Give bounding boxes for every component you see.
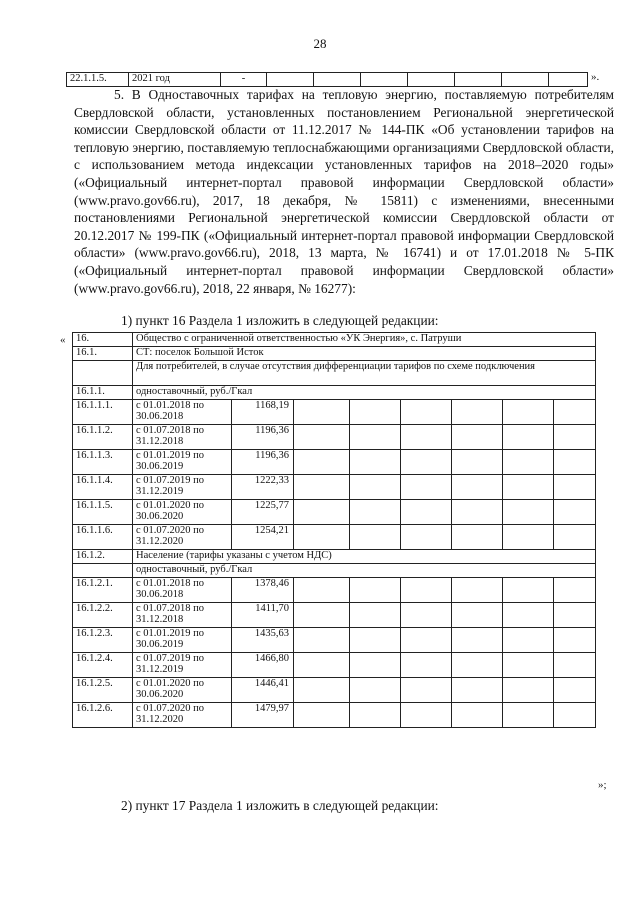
empty-cell — [350, 628, 401, 653]
row-value: 1479,97 — [232, 703, 294, 728]
empty-cell — [452, 450, 503, 475]
row-period: 2021 год — [129, 73, 221, 87]
row-value: 1446,41 — [232, 678, 294, 703]
closing-quote: ». — [591, 71, 600, 83]
tariff-row — [73, 500, 596, 525]
empty-cell — [350, 400, 401, 425]
empty-cell — [294, 525, 350, 550]
empty-cell — [554, 450, 596, 475]
row-number: 16.1.2.1. — [73, 578, 133, 603]
closing-quote: »; — [598, 779, 607, 791]
tariff-row — [73, 703, 596, 728]
empty-cell — [554, 525, 596, 550]
system-number: 16.1. — [73, 347, 133, 361]
row-period: с 01.07.2018 по 31.12.2018 — [133, 603, 232, 628]
empty-cell — [554, 400, 596, 425]
tariff-table — [72, 332, 596, 728]
row-value: 1196,36 — [232, 450, 294, 475]
row-period: с 01.01.2019 по 30.06.2019 — [133, 628, 232, 653]
row-period: с 01.01.2018 по 30.06.2018 — [133, 400, 232, 425]
table-row — [67, 73, 588, 87]
tariff-row — [73, 653, 596, 678]
empty-cell — [554, 703, 596, 728]
empty-cell — [350, 653, 401, 678]
empty-cell — [554, 628, 596, 653]
row-number: 16.1.1.4. — [73, 475, 133, 500]
empty-cell — [294, 500, 350, 525]
empty-cell — [452, 628, 503, 653]
empty-cell — [554, 578, 596, 603]
page-number: 28 — [313, 36, 327, 51]
group-2-sub-label: одноставочный, руб./Гкал — [133, 564, 596, 578]
empty-cell — [350, 603, 401, 628]
empty-cell — [452, 475, 503, 500]
empty-cell — [73, 361, 133, 386]
empty-cell — [452, 425, 503, 450]
group-2-label: Население (тарифы указаны с учетом НДС) — [133, 550, 596, 564]
opening-quote: « — [60, 334, 66, 346]
item-1-heading: 1) пункт 16 Раздела 1 изложить в следующей редакции: — [121, 313, 439, 328]
empty-cell — [452, 603, 503, 628]
empty-cell — [294, 578, 350, 603]
empty-cell — [452, 678, 503, 703]
empty-cell — [401, 475, 452, 500]
row-number: 22.1.1.5. — [67, 73, 129, 87]
group-2-sub-row — [73, 564, 596, 578]
row-period: с 01.07.2019 по 31.12.2019 — [133, 653, 232, 678]
empty-cell — [503, 475, 554, 500]
row-period: с 01.07.2020 по 31.12.2020 — [133, 525, 232, 550]
row-number: 16.1.2.6. — [73, 703, 133, 728]
empty-cell — [350, 475, 401, 500]
empty-cell — [452, 525, 503, 550]
row-value: 1254,21 — [232, 525, 294, 550]
row-value: 1222,33 — [232, 475, 294, 500]
row-number: 16.1.1.5. — [73, 500, 133, 525]
empty-cell — [503, 450, 554, 475]
empty-cell — [554, 475, 596, 500]
empty-cell — [503, 400, 554, 425]
tariff-row — [73, 425, 596, 450]
empty-cell — [361, 73, 408, 87]
row-number: 16.1.1.6. — [73, 525, 133, 550]
group-2-row — [73, 550, 596, 564]
empty-cell — [502, 73, 549, 87]
paragraph-5: 5. В Одноставочных тарифах на тепловую энергию, поставляемую потребителям Свердловской области, установленных постановлением Региональной энергетической комиссии Свердловской области от 11.12.2017 № 144-ПК «Об установлении тарифов на тепловую энергию, поставляемую теплоснабжающими организациями Свердловской области, с использованием метода индексации установленных тарифов на 2018–2020 годы» («Официальный интернет-портал правовой информации Свердловской области» (www.pravo.gov66.ru), 2017, 18 декабря, № 15811) с изменениями, внесенными постановлениями Региональной энергетической комиссии Свердловской области от 20.12.2017 № 199-ПК («Официальный интернет-портал правовой информации Свердловской области» (www.pravo.gov66.ru), 2018, 13 марта, № 16741) и от 17.01.2018 № 5-ПК («Официальный интернет-портал правовой информации Свердловской области» (www.pravo.gov66.ru), 2018, 22 января, № 16277): — [74, 87, 614, 296]
consumers-row — [73, 361, 596, 386]
empty-cell — [294, 678, 350, 703]
consumers-label: Для потребителей, в случае отсутствия дифференциации тарифов по схеме подключения — [133, 361, 596, 386]
row-number: 16.1.2.4. — [73, 653, 133, 678]
empty-cell — [350, 578, 401, 603]
empty-cell — [455, 73, 502, 87]
row-period: с 01.07.2018 по 31.12.2018 — [133, 425, 232, 450]
system-name: СТ: поселок Большой Исток — [133, 347, 596, 361]
empty-cell — [452, 400, 503, 425]
item-2-heading: 2) пункт 17 Раздела 1 изложить в следующей редакции: — [121, 798, 439, 813]
empty-cell — [350, 425, 401, 450]
row-value: - — [221, 73, 267, 87]
empty-cell — [503, 628, 554, 653]
tariff-row — [73, 628, 596, 653]
empty-cell — [401, 400, 452, 425]
empty-cell — [554, 653, 596, 678]
empty-cell — [401, 500, 452, 525]
empty-cell — [503, 500, 554, 525]
row-period: с 01.07.2019 по 31.12.2019 — [133, 475, 232, 500]
empty-cell — [408, 73, 455, 87]
tariff-row — [73, 400, 596, 425]
row-number: 16.1.2.3. — [73, 628, 133, 653]
empty-cell — [452, 500, 503, 525]
empty-cell — [294, 603, 350, 628]
empty-cell — [503, 678, 554, 703]
row-value: 1411,70 — [232, 603, 294, 628]
empty-cell — [503, 603, 554, 628]
row-period: с 01.01.2019 по 30.06.2019 — [133, 450, 232, 475]
empty-cell — [554, 678, 596, 703]
row-value: 1435,63 — [232, 628, 294, 653]
empty-cell — [294, 400, 350, 425]
tariff-row — [73, 475, 596, 500]
empty-cell — [452, 578, 503, 603]
empty-cell — [267, 73, 314, 87]
empty-cell — [294, 703, 350, 728]
empty-cell — [554, 425, 596, 450]
empty-cell — [294, 450, 350, 475]
row-number: 16.1.2.2. — [73, 603, 133, 628]
empty-cell — [554, 500, 596, 525]
row-value: 1378,46 — [232, 578, 294, 603]
empty-cell — [401, 525, 452, 550]
empty-cell — [503, 425, 554, 450]
empty-cell — [401, 603, 452, 628]
row-period: с 01.01.2020 по 30.06.2020 — [133, 500, 232, 525]
tariff-row — [73, 578, 596, 603]
empty-cell — [350, 678, 401, 703]
empty-cell — [294, 475, 350, 500]
empty-cell — [503, 578, 554, 603]
org-name: Общество с ограниченной ответственностью «УК Энергия», с. Патруши — [133, 333, 596, 347]
org-row — [73, 333, 596, 347]
empty-cell — [350, 703, 401, 728]
row-number: 16.1.1.1. — [73, 400, 133, 425]
row-value: 1196,36 — [232, 425, 294, 450]
tariff-row — [73, 525, 596, 550]
row-period: с 01.01.2020 по 30.06.2020 — [133, 678, 232, 703]
empty-cell — [503, 653, 554, 678]
group-1-row — [73, 386, 596, 400]
empty-cell — [549, 73, 588, 87]
empty-cell — [401, 450, 452, 475]
row-value: 1168,19 — [232, 400, 294, 425]
empty-cell — [401, 678, 452, 703]
empty-cell — [314, 73, 361, 87]
empty-cell — [401, 653, 452, 678]
empty-cell — [401, 578, 452, 603]
system-row — [73, 347, 596, 361]
empty-cell — [554, 603, 596, 628]
group-1-label: одноставочный, руб./Гкал — [133, 386, 596, 400]
empty-cell — [294, 425, 350, 450]
row-value: 1466,80 — [232, 653, 294, 678]
org-number: 16. — [73, 333, 133, 347]
empty-cell — [401, 703, 452, 728]
row-value: 1225,77 — [232, 500, 294, 525]
empty-cell — [73, 564, 133, 578]
empty-cell — [350, 525, 401, 550]
empty-cell — [401, 425, 452, 450]
row-number: 16.1.2.5. — [73, 678, 133, 703]
empty-cell — [350, 500, 401, 525]
empty-cell — [503, 703, 554, 728]
continuation-table — [66, 72, 588, 87]
empty-cell — [452, 653, 503, 678]
tariff-row — [73, 678, 596, 703]
group-1-number: 16.1.1. — [73, 386, 133, 400]
empty-cell — [401, 628, 452, 653]
empty-cell — [294, 653, 350, 678]
tariff-row — [73, 603, 596, 628]
row-period: с 01.07.2020 по 31.12.2020 — [133, 703, 232, 728]
empty-cell — [350, 450, 401, 475]
group-2-number: 16.1.2. — [73, 550, 133, 564]
empty-cell — [294, 628, 350, 653]
row-number: 16.1.1.2. — [73, 425, 133, 450]
tariff-row — [73, 450, 596, 475]
row-period: с 01.01.2018 по 30.06.2018 — [133, 578, 232, 603]
empty-cell — [503, 525, 554, 550]
empty-cell — [452, 703, 503, 728]
row-number: 16.1.1.3. — [73, 450, 133, 475]
